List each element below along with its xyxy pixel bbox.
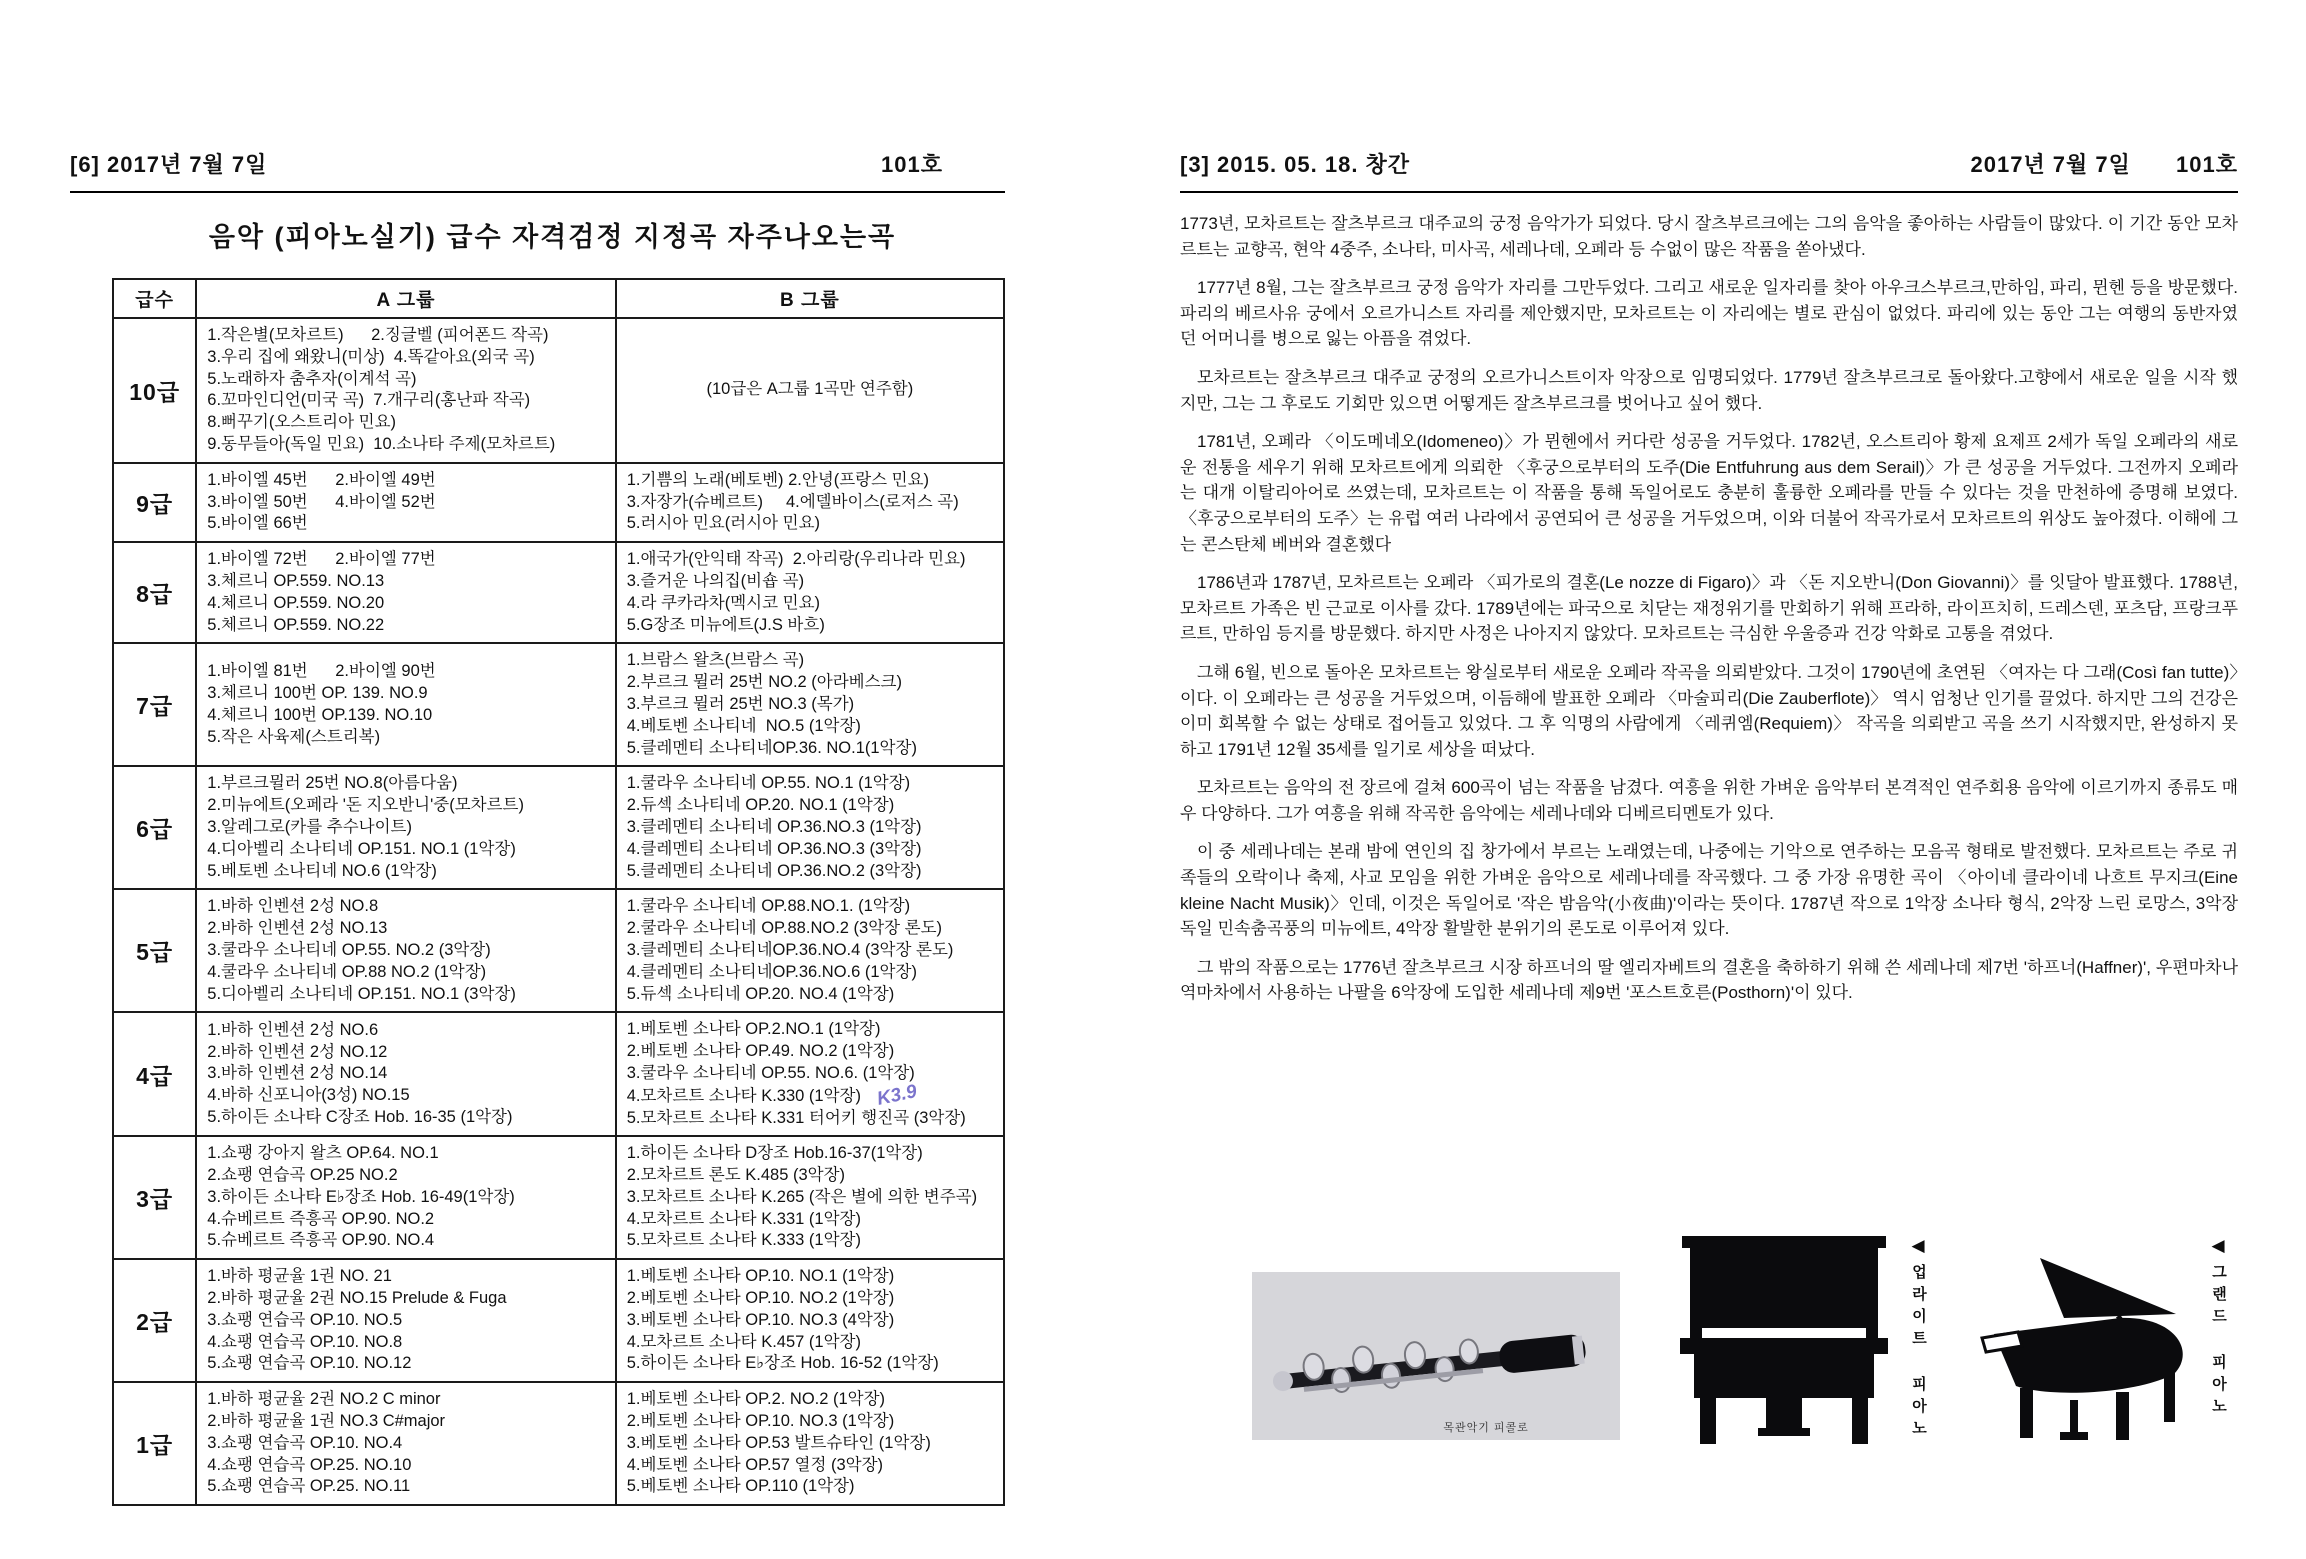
upright-piano-label (1910, 1236, 1927, 1442)
song-line: 5.쇼팽 연습곡 OP.10. NO.12 (207, 1354, 412, 1373)
song-line: 1.바하 평균율 2권 NO.2 C minor (207, 1390, 441, 1409)
song-line: 2.베토벤 소나타 OP.49. NO.2 (1악장) (626, 1042, 895, 1061)
article-paragraph: 이 중 세레나데는 본래 밤에 연인의 집 창가에서 부르는 노래였는데, 나중에는 기악으로 연주하는 모음곡 형태로 발전했다. 모차르트는 주로 귀족들의 오락이나 축제, 사교 모임을 위한 가벼운 음악으로 세레나데를 작곡했다. 그 중 가장 유명한 곡이 〈아이네 클라이네 나흐트 무지크(Eine kleine Nacht Musik)〉인데, 이것은 독일어로 '작은 밤음악(小夜曲)'이라는 뜻이다. 1787년 작으로 1악장 소나타 형식, 2악장 느린 로망스, 3악장 독일 민속춤곡풍의 미뉴에트, 4악장 활발한 분위기의 론도로 이루어져 있다. (1180, 842, 2238, 939)
grade-cell: 1급 (113, 1382, 196, 1505)
song-line: 3.쿨라우 소나티네 OP.55. NO.6. (1악장) (626, 1063, 915, 1082)
song-line: 3.하이든 소나타 E♭장조 Hob. 16-49(1악장) (207, 1187, 515, 1206)
song-line: 4.클레멘티 소나티네OP.36.NO.6 (1악장) (626, 962, 917, 981)
group-b-cell (616, 766, 1004, 889)
upright-piano-figure (1666, 1230, 1902, 1454)
song-line: 1.바하 평균율 1권 NO. 21 (207, 1267, 392, 1286)
song-line: 5.모차르트 소나타 K.333 (1악장) (626, 1231, 861, 1250)
song-line: 2.모차르트 론도 K.485 (3악장) (626, 1166, 846, 1185)
song-line: 5.G장조 미뉴에트(J.S 바흐) (626, 615, 825, 634)
song-line: 5.러시아 민요(러시아 민요) (626, 514, 821, 533)
piccolo-caption: 목관악기 피콜로 (1443, 1422, 1529, 1434)
song-line: 2.베토벤 소나타 OP.10. NO.2 (1악장) (626, 1289, 895, 1308)
grade-table-head (113, 279, 1004, 318)
article-paragraph: 1786년과 1787년, 모차르트는 오페라 〈피가로의 결혼(Le nozze di Figaro)〉과 〈돈 지오반니(Don Giovanni)〉를 잇달아 발표했다. 1788년, 모차르트 가족은 빈 근교로 이사를 갔다. 1789년에는 파국으로 치닫는 재정위기를 만회하기 위해 프라하, 라이프치히, 드레스덴, 포츠담, 프랑크푸르트, 만하임 등지를 방문했다. 하지만 사정은 나아지지 않았다. 모차르트는 극심한 우울증과 건강 악화로 고통을 겪었다. (1180, 573, 2238, 644)
song-line: 2.바하 인벤션 2성 NO.13 (207, 919, 388, 938)
upright-piano-illustration (1666, 1230, 1902, 1454)
right-header-issue: 101호 (2176, 152, 2238, 177)
song-line: 3.베토벤 소나타 OP.10. NO.3 (4악장) (626, 1310, 895, 1329)
song-line: 1.부르크뮐러 25번 NO.8(아름다움) (207, 774, 458, 793)
song-line: 1.바이엘 45번 2.바이엘 49번 (207, 470, 436, 489)
song-line: 1.베토벤 소나타 OP.2. NO.2 (1악장) (626, 1390, 886, 1409)
song-line: 3.쇼팽 연습곡 OP.10. NO.4 (207, 1433, 403, 1452)
song-line: 1.바하 인벤션 2성 NO.6 (207, 1020, 379, 1039)
left-header-date: [6] 2017년 7월 7일 (70, 152, 268, 177)
grade-cell: 4급 (113, 1012, 196, 1136)
song-line: 1.하이든 소나타 D장조 Hob.16-37(1악장) (626, 1144, 923, 1163)
group-b-cell (616, 889, 1004, 1012)
song-line: 1.기쁨의 노래(베토벤) 2.안녕(프랑스 민요) (626, 470, 930, 489)
table-row (113, 1136, 1004, 1259)
song-line: 5.슈베르트 즉흥곡 OP.90. NO.4 (207, 1231, 435, 1250)
grade-cell: 8급 (113, 542, 196, 643)
song-line: 5.클레멘티 소나티네 OP.36.NO.2 (3악장) (626, 861, 922, 880)
song-line: 5.쇼팽 연습곡 OP.25. NO.11 (207, 1477, 411, 1496)
song-line: 4.모차르트 소나타 K.457 (1악장) (626, 1332, 861, 1351)
song-line: 3.바이엘 50번 4.바이엘 52번 (207, 492, 436, 511)
grade-table-body (113, 318, 1004, 1505)
left-page-header (70, 148, 1005, 179)
song-line: 1.베토벤 소나타 OP.10. NO.1 (1악장) (626, 1267, 895, 1286)
song-line: 6.꼬마인디언(미국 곡) 7.개구리(홍난파 작곡) (207, 391, 531, 410)
song-line: 3.클레멘티 소나티네OP.36.NO.4 (3악장 론도) (626, 940, 954, 959)
table-row (113, 1012, 1004, 1136)
song-line: 4.쇼팽 연습곡 OP.25. NO.10 (207, 1455, 412, 1474)
article-paragraph: 1777년 8월, 그는 잘츠부르크 궁정 음악가 자리를 그만두었다. 그리고 새로운 일자리를 찾아 아우크스부르크,만하임, 파리, 뮌헨 등을 방문했다. 파리의 베르사유 궁에서 오르가니스트 자리를 제안했지만, 모차르트는 이 자리에는 별로 관심이 없었다. 파리에 있는 동안 그는 여행의 동반자였던 어머니를 병으로 잃는 아픔을 겪었다. (1180, 278, 2238, 349)
song-line: 4.쿨라우 소나티네 OP.88 NO.2 (1악장) (207, 962, 487, 981)
grade-cell: 6급 (113, 766, 196, 889)
song-line: 3.즐거운 나의집(비숍 곡) (626, 571, 805, 590)
song-line: 3.알레그로(카를 추수나이트) (207, 817, 412, 836)
song-line: 1.애국가(안익태 작곡) 2.아리랑(우리나라 민요) (626, 550, 966, 569)
group-a-cell (196, 1136, 615, 1259)
article-paragraph: 그해 6월, 빈으로 돌아온 모차르트는 왕실로부터 새로운 오페라 작곡을 의뢰받았다. 그것이 1790년에 초연된 〈여자는 다 그래(Così fan tutte)〉이다. 이 오페라는 큰 성공을 거두었으며, 이듬해에 발표한 오페라 〈마술피리(Die Zauberflote)〉 역시 엄청난 인기를 끌었다. 하지만 그의 건강은 이미 회복할 수 없는 상태로 접어들고 있었다. 그 후 익명의 사람에게 〈레퀴엠(Requiem)〉 작곡을 의뢰받고 곡을 쓰기 시작했지만, 완성하지 못하고 1791년 12월 35세를 일기로 세상을 떠났다. (1180, 662, 2238, 759)
table-row (113, 889, 1004, 1012)
table-row (113, 1259, 1004, 1382)
left-page (70, 148, 1005, 1506)
song-line: 1.작은별(모차르트) 2.징글벨 (피어폰드 작곡) (207, 326, 549, 344)
song-line: 1.브람스 왈츠(브람스 곡) (626, 651, 805, 670)
group-a-cell (196, 1382, 615, 1505)
song-line: 5.베토벤 소나타 OP.110 (1악장) (626, 1477, 855, 1496)
table-row (113, 766, 1004, 889)
song-line: 4.바하 신포니아(3성) NO.15 (207, 1086, 410, 1105)
song-line: (10급은 A그룹 1곡만 연주함) (706, 380, 914, 399)
song-line: 5.체르니 OP.559. NO.22 (207, 615, 385, 634)
grade-cell: 3급 (113, 1136, 196, 1259)
right-header-founded: [3] 2015. 05. 18. 창간 (1180, 152, 1411, 177)
song-line: 1.쇼팽 강아지 왈츠 OP.64. NO.1 (207, 1144, 439, 1163)
song-line: 4.베토벤 소나티네 NO.5 (1악장) (626, 716, 861, 735)
right-header-date: 2017년 7월 7일 (1970, 152, 2131, 177)
page-title: 음악 (피아노실기) 급수 자격검정 지정곡 자주나오는곡 (208, 222, 897, 252)
article-paragraph: 1773년, 모차르트는 잘츠부르크 대주교의 궁정 음악가가 되었다. 당시 잘츠부르크에는 그의 음악을 좋아하는 사람들이 많았다. 이 기간 동안 모차르트는 교향곡, 현악 4중주, 소나타, 미사곡, 세레나데, 오페라 등 수없이 많은 작품을 쏟아냈다. (1180, 214, 2238, 259)
song-line: 5.클레멘티 소나티네OP.36. NO.1(1악장) (626, 738, 917, 757)
group-a-cell (196, 542, 615, 643)
group-b-cell (616, 542, 1004, 643)
song-line: 5.모차르트 소나타 K.331 터어키 행진곡 (3악장) (626, 1108, 966, 1127)
song-line: 3.체르니 100번 OP. 139. NO.9 (207, 684, 428, 703)
song-line: 1.바하 인벤션 2성 NO.8 (207, 897, 379, 916)
song-line: 1.바이엘 72번 2.바이엘 77번 (207, 550, 436, 569)
grade-cell: 7급 (113, 643, 196, 766)
song-line: 4.라 쿠카라차(멕시코 민요) (626, 593, 821, 612)
piccolo-illustration (1252, 1272, 1620, 1440)
table-row (113, 463, 1004, 542)
song-line: 4.모차르트 소나타 K.331 (1악장) (626, 1209, 861, 1228)
song-line: 4.클레멘티 소나티네 OP.36.NO.3 (3악장) (626, 839, 922, 858)
song-line: 4.베토벤 소나타 OP.57 열정 (3악장) (626, 1455, 884, 1474)
song-line: 2.부르크 뮐러 25번 NO.2 (아라베스크) (626, 673, 902, 692)
song-line: 2.베토벤 소나타 OP.10. NO.3 (1악장) (626, 1412, 895, 1431)
group-a-cell (196, 889, 615, 1012)
song-line: 8.뻐꾸기(오스트리아 민요) (207, 413, 397, 432)
song-line: 5.디아벨리 소나티네 OP.151. NO.1 (3악장) (207, 984, 516, 1003)
song-line: 3.모차르트 소나타 K.265 (작은 별에 의한 변주곡) (626, 1187, 978, 1206)
song-line: 2.바하 평균율 1권 NO.3 C#major (207, 1412, 446, 1431)
right-page (1180, 148, 2238, 1442)
group-a-cell (196, 1259, 615, 1382)
song-line: 4.체르니 OP.559. NO.20 (207, 593, 385, 612)
table-row (113, 643, 1004, 766)
song-line: 2.바하 인벤션 2성 NO.12 (207, 1042, 388, 1061)
group-b-cell (616, 463, 1004, 542)
group-a-cell (196, 1012, 615, 1136)
group-b-cell (616, 318, 1004, 463)
left-header-rule (70, 191, 1005, 193)
grade-cell: 2급 (113, 1259, 196, 1382)
table-row (113, 318, 1004, 463)
table-row (113, 1382, 1004, 1505)
right-header-right (1933, 148, 2239, 179)
song-line: 4.쇼팽 연습곡 OP.10. NO.8 (207, 1332, 403, 1351)
group-a-cell (196, 463, 615, 542)
song-line: 3.쇼팽 연습곡 OP.10. NO.5 (207, 1310, 403, 1329)
article-paragraph: 모차르트는 음악의 전 장르에 걸쳐 600곡이 넘는 작품을 남겼다. 여흥을 위한 가벼운 음악부터 본격적인 연주회용 음악에 이르기까지 종류도 매우 다양하다. 그가 여흥을 위해 작곡한 음악에는 세레나데와 디베르티멘토가 있다. (1180, 778, 2238, 823)
mozart-article (1180, 211, 2238, 1006)
grade-song-table (112, 278, 1005, 1506)
column-header-group-b: B 그룹 (616, 279, 1004, 318)
group-b-cell (616, 1259, 1004, 1382)
song-line: 3.베토벤 소나타 OP.53 발트슈타인 (1악장) (626, 1433, 931, 1452)
instrument-figures (1180, 1230, 2238, 1470)
right-page-header (1180, 148, 2238, 179)
left-arrow-icon: ◀ (2209, 1236, 2228, 1256)
grand-piano-label (2210, 1236, 2227, 1420)
song-line: 3.우리 집에 왜왔니(미상) 4.똑같아요(외국 곡) (207, 347, 535, 366)
table-row (113, 542, 1004, 643)
group-b-cell (616, 643, 1004, 766)
group-a-cell (196, 766, 615, 889)
song-line: 4.체르니 100번 OP.139. NO.10 (207, 705, 433, 724)
song-line: 5.하이든 소나타 C장조 Hob. 16-35 (1악장) (207, 1108, 513, 1126)
song-line: 5.베토벤 소나티네 NO.6 (1악장) (207, 861, 437, 880)
song-line: 4.슈베르트 즉흥곡 OP.90. NO.2 (207, 1209, 435, 1228)
column-header-group-a: A 그룹 (196, 279, 615, 318)
grand-piano-illustration (1968, 1254, 2204, 1454)
song-line: 9.동무들아(독일 민요) 10.소나타 주제(모차르트) (207, 434, 556, 453)
group-b-cell (616, 1012, 1004, 1136)
song-line: 5.하이든 소나타 E♭장조 Hob. 16-52 (1악장) (626, 1354, 939, 1373)
song-line: 3.클레멘티 소나티네 OP.36.NO.3 (1악장) (626, 817, 922, 836)
grade-cell: 5급 (113, 889, 196, 1012)
article-paragraph: 1781년, 오페라 〈이도메네오(Idomeneo)〉가 뮌헨에서 커다란 성공을 거두었다. 1782년, 오스트리아 황제 요제프 2세가 독일 오페라의 새로운 전통을 세우기 위해 모차르트에게 의뢰한 〈후궁으로부터의 도주(Die Entfuhrung aus dem Serail)〉가 큰 성공을 거두었다. 그전까지 오페라는 대개 이탈리아어로 쓰였는데, 모차르트는 이 작품을 통해 독일어로도 충분히 훌륭한 오페라를 만들 수 있다는 것을 만천하에 증명해 보였다. 〈후궁으로부터의 도주〉는 유럽 여러 나라에서 공연되어 큰 성공을 거두었으며, 이와 더불어 작곡가로서 모차르트의 위상도 높아졌다. 이해에 그는 콘스탄체 베버와 결혼했다 (1180, 432, 2238, 554)
grand-piano-figure (1968, 1254, 2204, 1454)
column-header-grade: 급수 (113, 279, 196, 318)
song-line: 3.자장가(슈베르트) 4.에델바이스(로저스 곡) (626, 492, 959, 511)
song-line: 5.바이엘 66번 (207, 514, 308, 533)
song-line: 3.체르니 OP.559. NO.13 (207, 571, 385, 590)
piccolo-photo (1252, 1272, 1620, 1440)
right-header-rule (1180, 191, 2238, 193)
group-a-cell (196, 643, 615, 766)
group-b-cell (616, 1382, 1004, 1505)
handwritten-note: K3.9 (875, 1080, 919, 1110)
song-line: 5.노래하자 춤추자(이계석 곡) (207, 369, 417, 388)
song-line: 1.베토벤 소나타 OP.2.NO.1 (1악장) (626, 1020, 881, 1039)
song-line: 3.쿨라우 소나티네 OP.55. NO.2 (3악장) (207, 940, 491, 959)
grand-piano-label-text: 그랜드 피아노 (2210, 1264, 2227, 1420)
song-line: 5.듀섹 소나티네 OP.20. NO.4 (1악장) (626, 984, 895, 1003)
song-line: 4.모차르트 소나타 K.330 (1악장) K3.9 (626, 1080, 919, 1110)
table-header-row (113, 279, 1004, 318)
song-line: 2.듀섹 소나티네 OP.20. NO.1 (1악장) (626, 796, 895, 815)
song-line: 1.쿨라우 소나티네 OP.88.NO.1. (1악장) (626, 897, 911, 916)
article-paragraph: 그 밖의 작품으로는 1776년 잘츠부르크 시장 하프너의 딸 엘리자베트의 결혼을 축하하기 위해 쓴 세레나데 제7번 '하프너(Haffner)', 우편마차나 역마차에서 사용하는 나팔을 6악장에 도입한 세레나데 제9번 '포스트호른(Posthorn)'이 있다. (1180, 957, 2238, 1003)
song-line: 3.바하 인벤션 2성 NO.14 (207, 1064, 388, 1083)
group-b-cell (616, 1136, 1004, 1259)
song-line: 2.미뉴에트(오페라 '돈 지오반니'중(모차르트) (207, 796, 524, 815)
group-a-cell (196, 318, 615, 463)
grade-cell: 10급 (113, 318, 196, 463)
grade-cell: 9급 (113, 463, 196, 542)
song-line: 1.쿨라우 소나티네 OP.55. NO.1 (1악장) (626, 774, 911, 793)
song-line: 4.디아벨리 소나티네 OP.151. NO.1 (1악장) (207, 839, 516, 858)
song-line: 2.쿨라우 소나티네 OP.88.NO.2 (3악장 론도) (626, 919, 943, 938)
song-line: 2.쇼팽 연습곡 OP.25 NO.2 (207, 1166, 398, 1185)
song-line: 3.부르크 뮐러 25번 NO.3 (목가) (626, 694, 855, 713)
song-line: 2.바하 평균율 2권 NO.15 Prelude & Fuga (207, 1289, 507, 1308)
article-paragraph: 모차르트는 잘츠부르크 대주교 궁정의 오르가니스트이자 악장으로 임명되었다. 1779년 잘츠부르크로 돌아왔다.고향에서 새로운 일을 시작 했지만, 그는 그 후로도 기회만 있으면 어떻게든 잘츠부르크를 벗어나고 싶어 했다. (1180, 367, 2238, 413)
left-arrow-icon: ◀ (1909, 1236, 1928, 1256)
song-line: 1.바이엘 81번 2.바이엘 90번 (207, 662, 436, 681)
upright-piano-label-text: 업라이트 피아노 (1910, 1264, 1927, 1442)
song-line: 5.작은 사육제(스트리복) (207, 727, 381, 746)
left-header-issue: 101호 (881, 152, 943, 177)
